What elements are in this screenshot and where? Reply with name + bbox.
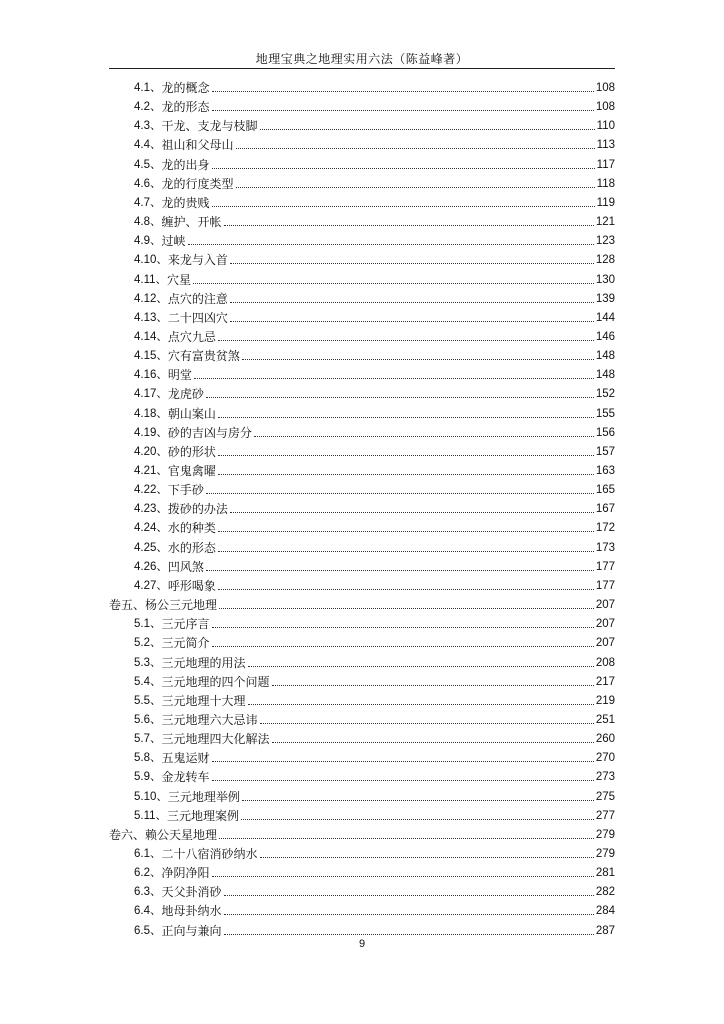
toc-section-entry[interactable] [134, 459, 615, 478]
toc-section-number: 5.1、 [134, 618, 162, 631]
dot-leader [212, 876, 594, 877]
toc-section-entry[interactable] [134, 555, 615, 574]
toc-page-number: 128 [595, 254, 615, 267]
toc-section-number: 4.9、 [134, 235, 162, 248]
toc-page-number: 148 [595, 350, 615, 363]
toc-page-number: 260 [595, 733, 615, 746]
toc-section-entry[interactable] [134, 651, 615, 670]
toc-chapter-entry[interactable] [109, 593, 615, 612]
dot-leader [254, 436, 594, 437]
toc-section-number: 4.15、 [134, 350, 168, 363]
toc-section-entry[interactable] [134, 421, 615, 440]
dot-leader [224, 895, 594, 896]
toc-section-number: 6.2、 [134, 867, 162, 880]
toc-section-entry[interactable] [134, 497, 615, 516]
toc-entry-title: 卷五、杨公三元地理 [109, 598, 218, 613]
toc-section-entry[interactable] [134, 344, 615, 363]
toc-section-number: 4.17、 [134, 388, 168, 401]
toc-section-entry[interactable] [134, 210, 615, 229]
toc-page-number: 156 [595, 426, 615, 439]
dot-leader [194, 378, 594, 379]
toc-section-number: 4.23、 [134, 503, 168, 516]
toc-section-entry[interactable] [134, 899, 615, 918]
toc-section-entry[interactable] [134, 114, 615, 133]
toc-section-entry[interactable] [134, 689, 615, 708]
dot-leader [224, 914, 594, 915]
toc-chapter-entry[interactable] [109, 823, 615, 842]
dot-leader [212, 646, 594, 647]
toc-entry-title: 地母卦纳水 [161, 904, 222, 919]
dot-leader [260, 857, 594, 858]
toc-entry-title: 五鬼运财 [161, 751, 210, 766]
toc-page-number: 281 [595, 867, 615, 880]
dot-leader [242, 359, 594, 360]
toc-entry-title: 明堂 [167, 368, 192, 383]
toc-entry-title: 点穴的注意 [167, 291, 228, 306]
toc-entry-title: 下手砂 [167, 483, 204, 498]
dot-leader [248, 666, 594, 667]
toc-entry-title: 三元地理的用法 [161, 655, 246, 670]
dot-leader [193, 283, 594, 284]
toc-entry-title: 龙虎砂 [167, 387, 204, 402]
toc-section-entry[interactable] [134, 670, 615, 689]
toc-section-entry[interactable] [134, 727, 615, 746]
toc-section-entry[interactable] [134, 287, 615, 306]
toc-section-entry[interactable] [134, 382, 615, 401]
toc-section-entry[interactable] [134, 880, 615, 899]
toc-section-entry[interactable] [134, 631, 615, 650]
toc-entry-title: 官鬼禽曜 [167, 464, 216, 478]
toc-page-number: 207 [595, 637, 615, 650]
toc-page-number: 117 [596, 158, 615, 171]
toc-section-number: 5.9、 [134, 771, 162, 784]
toc-entry-title: 朝山案山 [167, 406, 216, 421]
toc-section-number: 4.10、 [134, 254, 168, 267]
toc-entry-title: 净阴净阳 [161, 866, 210, 881]
toc-page-number: 282 [595, 886, 615, 899]
toc-entry-title: 龙的形态 [161, 100, 210, 115]
toc-section-number: 4.4、 [134, 139, 162, 152]
toc-section-number: 5.2、 [134, 637, 162, 650]
toc-section-number: 5.8、 [134, 752, 162, 765]
toc-section-entry[interactable] [134, 612, 615, 631]
toc-entry-title: 三元地理十大理 [161, 693, 246, 708]
dot-leader [206, 493, 594, 494]
toc-section-entry[interactable] [134, 440, 615, 459]
toc-section-entry[interactable] [134, 172, 615, 191]
toc-page-number: 207 [595, 618, 615, 631]
toc-section-entry[interactable] [134, 516, 615, 535]
toc-section-entry[interactable] [134, 248, 615, 267]
toc-page-number: 284 [595, 905, 615, 918]
dot-leader [206, 397, 594, 398]
toc-entry-title: 天父卦消砂 [161, 885, 222, 900]
toc-page-number: 219 [595, 694, 615, 707]
dot-leader [206, 570, 594, 571]
toc-section-number: 4.24、 [134, 522, 168, 535]
dot-leader [212, 780, 594, 781]
toc-entry-title: 金龙转车 [161, 770, 210, 785]
toc-entry-title: 过峡 [161, 234, 186, 249]
toc-page-number: 155 [595, 407, 615, 420]
toc-entry-title: 砂的形状 [167, 444, 216, 459]
toc-entry-title: 点穴九忌 [167, 329, 216, 344]
toc-section-entry[interactable] [134, 765, 615, 784]
toc-section-number: 4.26、 [134, 560, 168, 573]
toc-page-number: 279 [595, 828, 615, 841]
toc-page-number: 130 [595, 273, 615, 286]
dot-leader [236, 187, 595, 188]
dot-leader [230, 512, 594, 513]
toc-section-entry[interactable] [134, 402, 615, 421]
toc-section-number: 4.6、 [134, 177, 162, 190]
dot-leader [242, 800, 594, 801]
toc-page-number: 277 [595, 809, 615, 822]
toc-page-number: 152 [595, 388, 615, 401]
dot-leader [212, 206, 595, 207]
toc-section-number: 4.3、 [134, 120, 162, 133]
toc-entry-title: 三元序言 [161, 617, 210, 632]
toc-entry-title: 凹风煞 [167, 559, 204, 574]
toc-section-entry[interactable] [134, 76, 615, 95]
toc-section-entry[interactable] [134, 325, 615, 344]
toc-section-entry[interactable] [134, 574, 615, 593]
toc-section-number: 4.27、 [134, 579, 168, 592]
toc-entry-title: 三元地理四大化解法 [161, 732, 270, 747]
toc-section-entry[interactable] [134, 306, 615, 325]
toc-section-number: 4.19、 [134, 426, 168, 439]
toc-page-number: 165 [595, 484, 615, 497]
toc-page-number: 270 [595, 752, 615, 765]
dot-leader [272, 685, 594, 686]
toc-entry-title: 缠护、开帐 [161, 215, 222, 230]
toc-section-entry[interactable] [134, 478, 615, 497]
dot-leader [218, 417, 594, 418]
toc-page-number: 119 [596, 196, 615, 209]
dot-leader [218, 589, 594, 590]
toc-section-number: 4.22、 [134, 484, 168, 497]
toc-entry-title: 砂的吉凶与房分 [167, 425, 252, 440]
toc-entry-title: 龙的概念 [161, 81, 210, 95]
toc-page-number: 172 [595, 522, 615, 535]
toc-entry-title: 卷六、赖公天星地理 [109, 827, 218, 842]
toc-page-number: 251 [595, 713, 615, 726]
toc-page-number: 273 [595, 771, 615, 784]
toc-entry-title: 水的形态 [167, 540, 216, 555]
toc-page-number: 177 [595, 560, 615, 573]
toc-section-number: 6.5、 [134, 924, 162, 937]
running-header-title: 地理宝典之地理实用六法（陈益峰著） [255, 52, 469, 66]
toc-section-entry[interactable] [134, 229, 615, 248]
toc-entry-title: 拨砂的办法 [167, 502, 228, 517]
toc-section-entry[interactable] [134, 842, 615, 861]
dot-leader [212, 110, 594, 111]
toc-page-number: 121 [595, 216, 615, 229]
toc-section-number: 5.4、 [134, 675, 162, 688]
toc-page-number: 123 [595, 235, 615, 248]
toc-section-entry[interactable] [134, 746, 615, 765]
toc-section-number: 4.18、 [134, 407, 168, 420]
toc-section-entry[interactable] [134, 536, 615, 555]
toc-section-number: 5.6、 [134, 713, 162, 726]
dot-leader [241, 819, 594, 820]
toc-page-number: 108 [595, 101, 615, 114]
toc-section-number: 4.8、 [134, 216, 162, 229]
toc-section-number: 5.7、 [134, 733, 162, 746]
toc-page-number: 146 [595, 330, 615, 343]
toc-page-number: 157 [595, 445, 615, 458]
toc-entry-title: 三元地理六大忌讳 [161, 712, 258, 727]
dot-leader [218, 551, 594, 552]
toc-section-number: 4.14、 [134, 330, 168, 343]
toc-entry-title: 三元地理举例 [167, 789, 240, 804]
dot-leader [212, 761, 594, 762]
toc-entry-title: 龙的出身 [161, 157, 210, 172]
toc-page-number: 110 [596, 120, 615, 133]
toc-page-number: 113 [596, 139, 615, 152]
dot-leader [218, 531, 594, 532]
toc-section-number: 4.16、 [134, 369, 168, 382]
toc-entry-title: 呼形喝象 [167, 578, 216, 593]
toc-entry-title: 二十八宿消砂纳水 [161, 847, 258, 861]
dot-leader [218, 455, 594, 456]
toc-entry-title: 来龙与入首 [167, 253, 228, 268]
dot-leader [230, 302, 594, 303]
toc-entry-title: 穴星 [167, 272, 192, 287]
toc-section-entry[interactable] [134, 95, 615, 114]
dot-leader [188, 244, 594, 245]
header-divider [109, 68, 615, 69]
toc-section-number: 5.3、 [134, 656, 162, 669]
toc-section-number: 4.13、 [134, 311, 168, 324]
toc-entry-title: 三元地理案例 [167, 808, 240, 823]
dot-leader [219, 608, 594, 609]
toc-section-number: 5.11、 [134, 809, 168, 822]
toc-section-entry[interactable] [134, 191, 615, 210]
toc-page-number: 148 [595, 369, 615, 382]
toc-page-number: 118 [596, 177, 615, 190]
toc-page-number: 108 [595, 82, 615, 94]
toc-section-number: 4.12、 [134, 292, 168, 305]
dot-leader [212, 91, 594, 92]
toc-page-number: 144 [595, 311, 615, 324]
toc-section-entry[interactable] [134, 861, 615, 880]
toc-entry-title: 龙的贵贱 [161, 195, 210, 210]
toc-section-number: 4.25、 [134, 541, 168, 554]
toc-section-number: 4.20、 [134, 445, 168, 458]
toc-page-number: 217 [595, 675, 615, 688]
toc-page-number: 167 [595, 503, 615, 516]
dot-leader [224, 225, 594, 226]
dot-leader [212, 627, 594, 628]
dot-leader [272, 742, 594, 743]
toc-section-number: 4.5、 [134, 158, 162, 171]
toc-page-number: 287 [595, 924, 615, 937]
dot-leader [230, 263, 594, 264]
toc-entry-title: 干龙、支龙与枝脚 [161, 119, 258, 134]
toc-section-number: 4.21、 [134, 465, 168, 477]
toc-section-number: 6.4、 [134, 905, 162, 918]
toc-page-number: 139 [595, 292, 615, 305]
toc-section-entry[interactable] [134, 363, 615, 382]
dot-leader [260, 723, 594, 724]
toc-entry-title: 三元简介 [161, 636, 210, 651]
toc-section-number: 6.3、 [134, 886, 162, 899]
toc-section-entry[interactable] [134, 708, 615, 727]
dot-leader [219, 838, 594, 839]
toc-entry-title: 正向与兼向 [161, 923, 222, 938]
dot-leader [260, 129, 595, 130]
toc-page-number: 275 [595, 790, 615, 803]
toc-entry-title: 龙的行度类型 [161, 176, 234, 191]
toc-page-number: 279 [595, 848, 615, 860]
toc-section-number: 4.1、 [134, 82, 162, 94]
dot-leader [212, 168, 595, 169]
toc-entry-title: 穴有富贵贫煞 [167, 349, 240, 364]
toc-section-entry[interactable] [134, 268, 615, 287]
toc-section-number: 4.7、 [134, 196, 162, 209]
dot-leader [230, 321, 594, 322]
dot-leader [224, 934, 594, 935]
toc-entry-title: 三元地理的四个问题 [161, 674, 270, 689]
toc-page-number: 173 [595, 541, 615, 554]
dot-leader [248, 704, 594, 705]
toc-entry-title: 二十四凶穴 [167, 310, 228, 325]
toc-entry-title: 祖山和父母山 [161, 138, 234, 153]
toc-section-number: 6.1、 [134, 848, 162, 860]
toc-section-entry[interactable] [134, 785, 615, 804]
page-number: 9 [358, 938, 366, 950]
toc-section-number: 4.2、 [134, 101, 162, 114]
dot-leader [218, 340, 594, 341]
toc-section-number: 5.10、 [134, 790, 168, 803]
toc-page-number: 207 [595, 599, 615, 612]
toc-entry-title: 水的种类 [167, 521, 216, 536]
toc-section-entry[interactable] [134, 804, 615, 823]
dot-leader [218, 474, 594, 475]
toc-section-entry[interactable] [134, 919, 615, 938]
toc-page-number: 177 [595, 579, 615, 592]
toc-section-entry[interactable] [134, 133, 615, 152]
toc-section-number: 4.11、 [134, 273, 168, 286]
toc-page-number: 163 [595, 465, 615, 477]
dot-leader [236, 148, 595, 149]
toc-section-number: 5.5、 [134, 694, 162, 707]
toc-page-number: 208 [595, 656, 615, 669]
toc-section-entry[interactable] [134, 153, 615, 172]
